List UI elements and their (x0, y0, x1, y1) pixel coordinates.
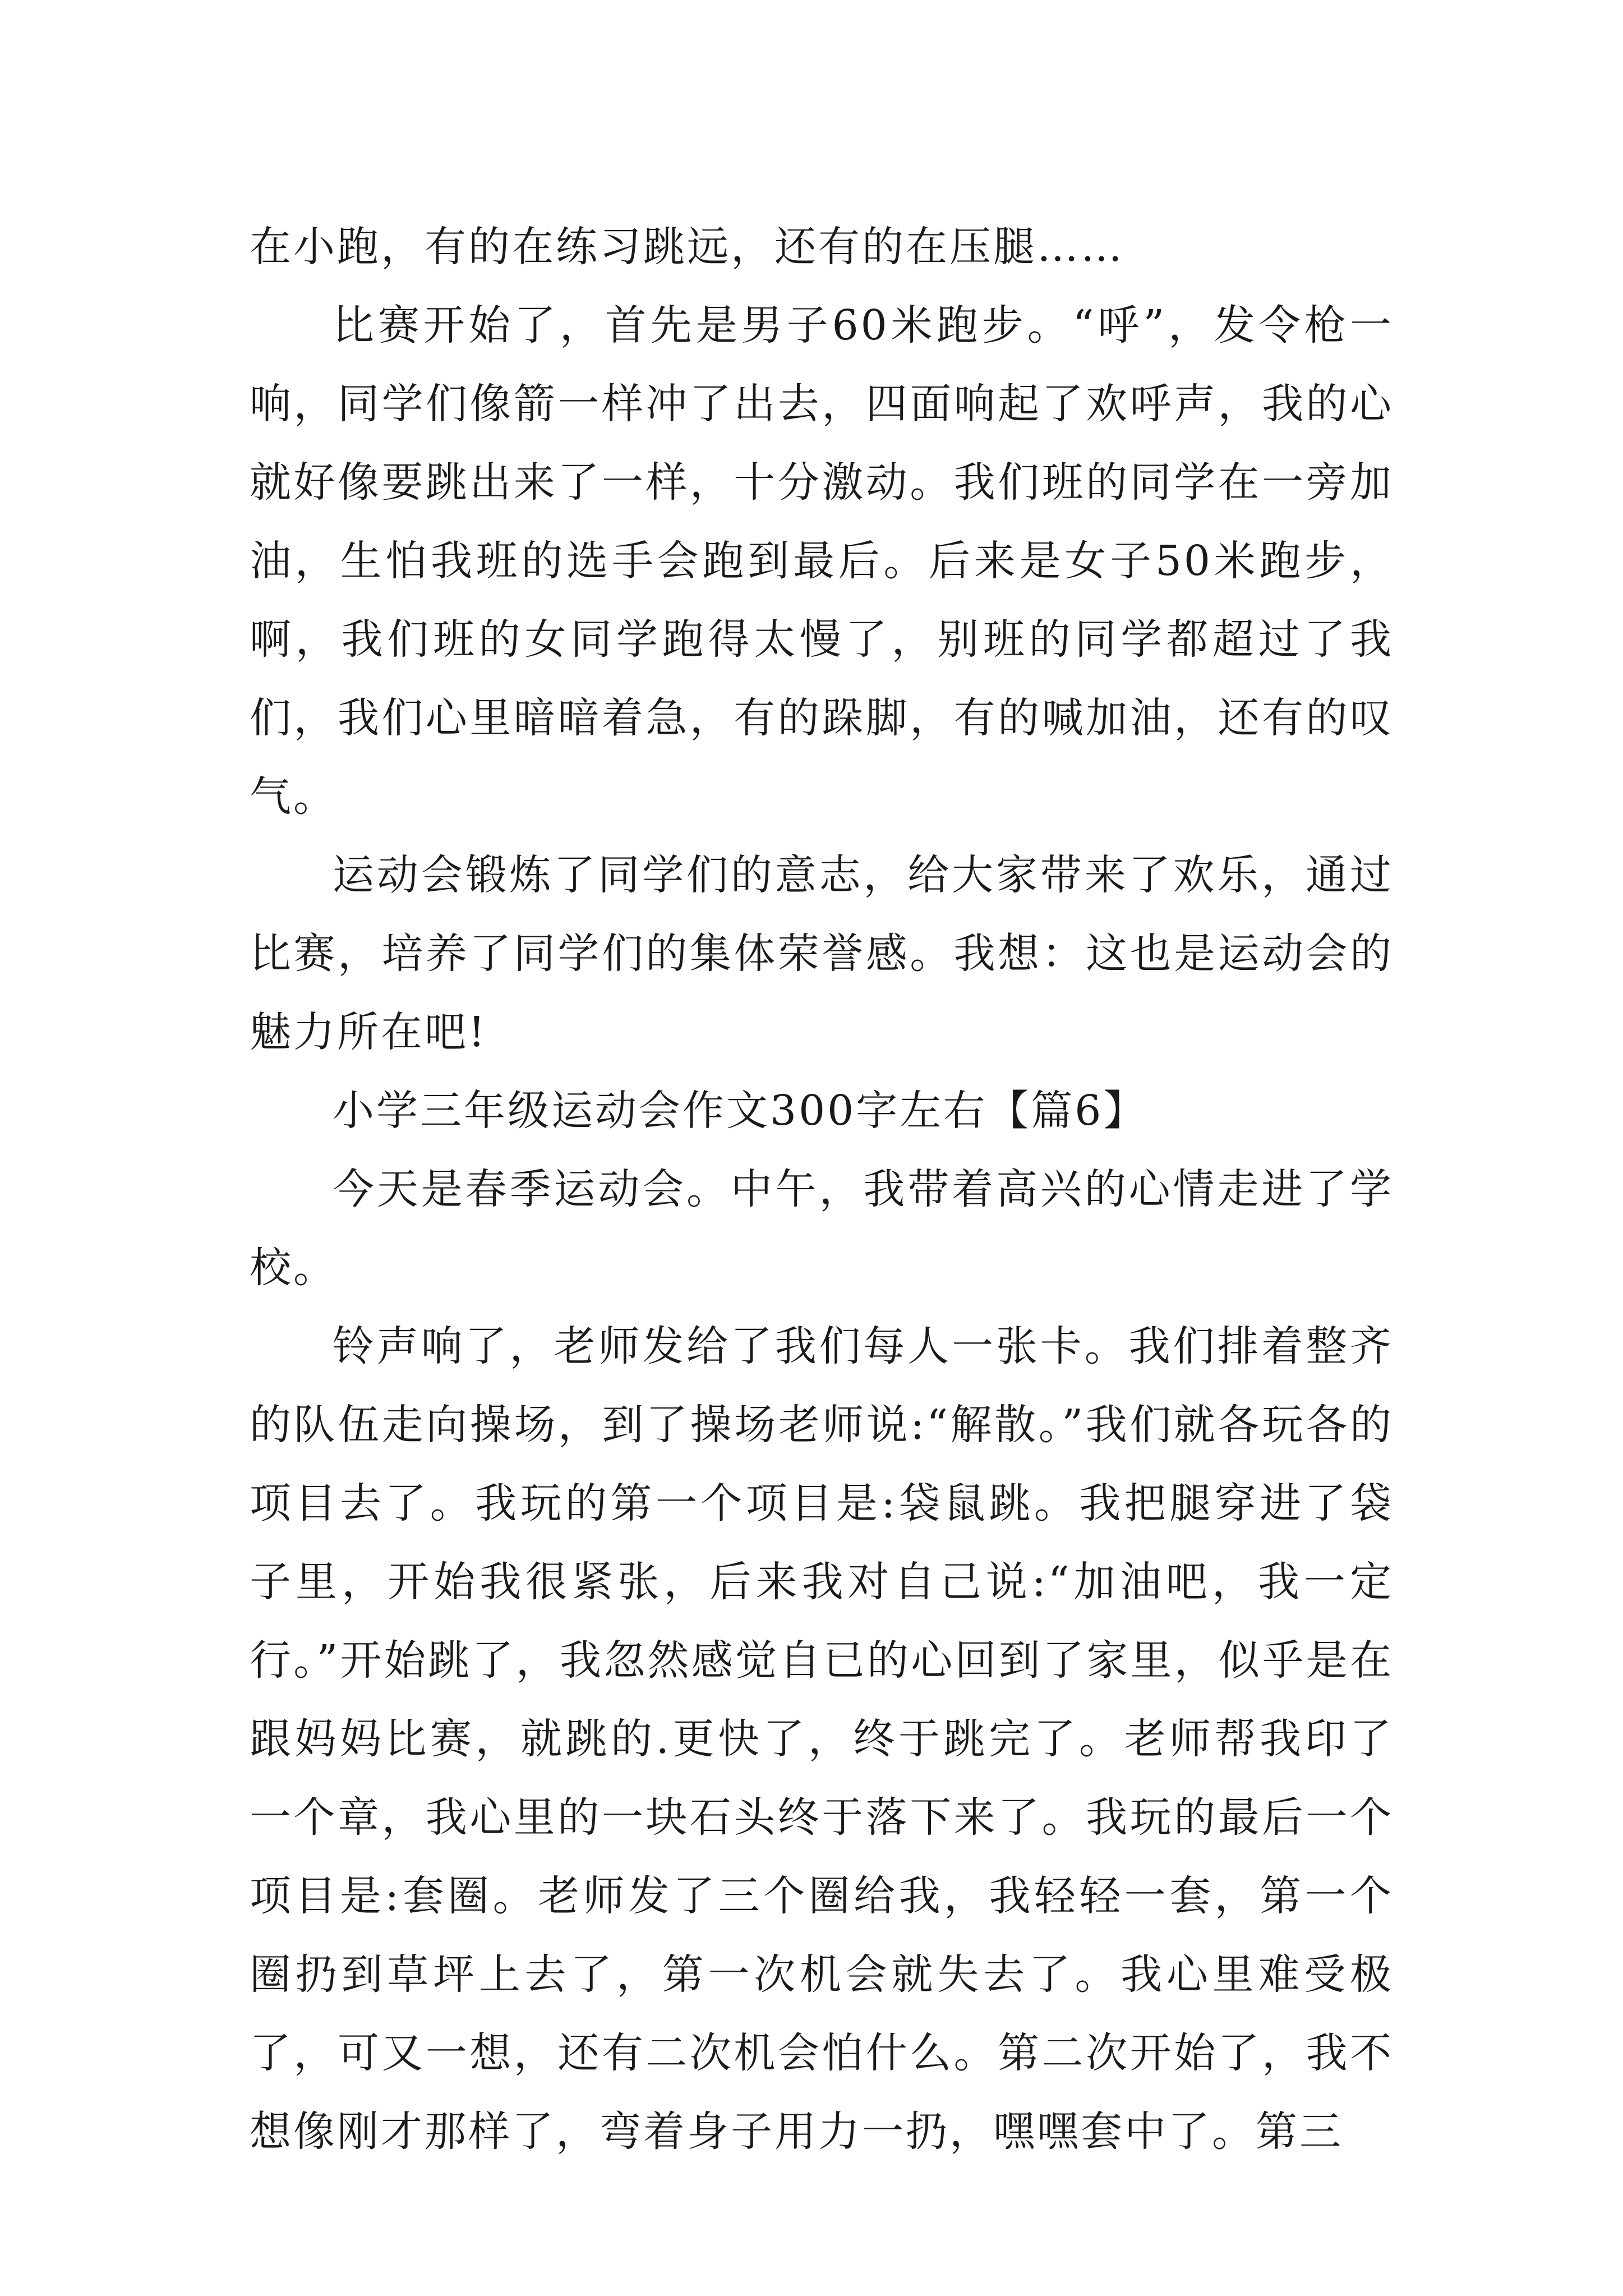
paragraph-race: 比赛开始了，首先是男子60米跑步。“呼”，发令枪一响，同学们像箭一样冲了出去，四面响起了欢呼声，我的心就好像要跳出来了一样，十分激动。我们班的同学在一旁加油，生怕我班的选手会跑到最后。后来是女子50米跑步，啊，我们班的女同学跑得太慢了，别班的同学都超过了我们，我们心里暗暗着急，有的跺脚，有的喊加油，还有的叹气。 (250, 301, 1394, 821)
paragraph-conclusion: 运动会锻炼了同学们的意志，给大家带来了欢乐，通过比赛，培养了同学们的集体荣誉感。我想：这也是运动会的魅力所在吧! (250, 851, 1394, 1056)
paragraph-games: 铃声响了，老师发给了我们每人一张卡。我们排着整齐的队伍走向操场，到了操场老师说:“解散。”我们就各玩各的项目去了。我玩的第一个项目是:袋鼠跳。我把腿穿进了袋子里，开始我很紧张，后来我对自己说:“加油吧，我一定行。”开始跳了，我忽然感觉自已的心回到了家里，似乎是在跟妈妈比赛，就跳的.更快了，终于跳完了。老师帮我印了一个章，我心里的一块石头终于落下来了。我玩的最后一个项目是:套圈。老师发了三个圈给我，我轻轻一套，第一个圈扔到草坪上去了，第一次机会就失去了。我心里难受极了，可又一想，还有二次机会怕什么。第二次开始了，我不想像刚才那样了，弯着身子用力一扔，嘿嘿套中了。第三 (250, 1322, 1394, 2156)
section-heading: 小学三年级运动会作文300字左右【篇6】 (333, 1087, 1147, 1135)
paragraph-intro: 今天是春季运动会。中午，我带着高兴的心情走进了学校。 (250, 1165, 1394, 1292)
document-body (250, 208, 1394, 2171)
paragraph-continuation: 在小跑，有的在练习跳远，还有的在压腿…… (250, 223, 1124, 271)
